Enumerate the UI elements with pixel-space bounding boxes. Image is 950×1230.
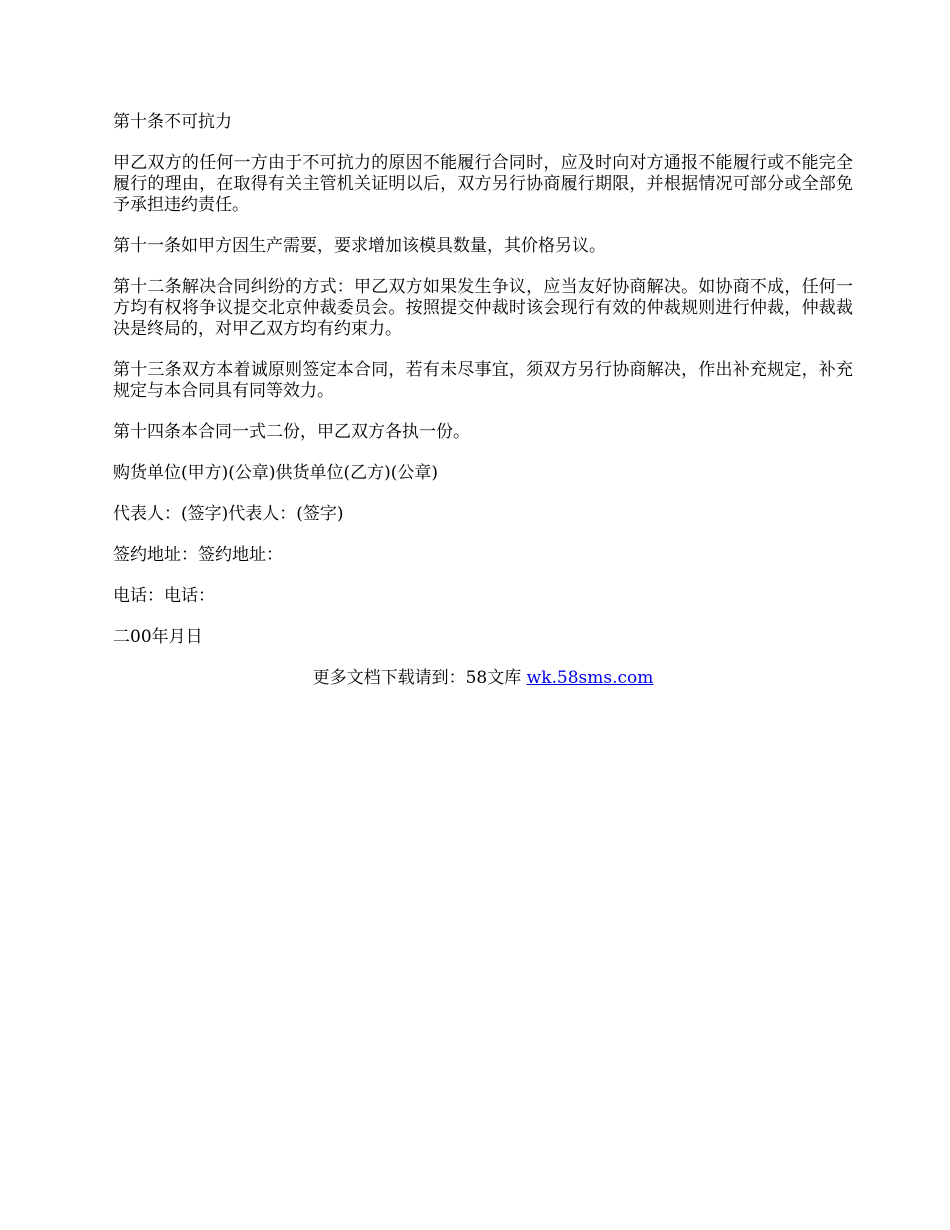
date-line: 二00年月日 — [113, 627, 203, 647]
representatives-line: 代表人：(签字)代表人：(签字) — [113, 504, 344, 524]
article-14: 第十四条本合同一式二份，甲乙双方各执一份。 — [113, 422, 470, 442]
footer-text: 更多文档下载请到：58文库 — [312, 668, 527, 688]
article-12: 第十二条解决合同纠纷的方式：甲乙双方如果发生争议，应当友好协商解决。如协商不成，任何一方均有权将争议提交北京仲裁委员会。按照提交仲裁时该会现行有效的仲裁规则进行仲裁，仲裁裁决是终局的，对甲乙双方均有约束力。 — [113, 277, 853, 339]
article-13: 第十三条双方本着诚原则签定本合同，若有未尽事宜，须双方另行协商解决，作出补充规定，补充规定与本合同具有同等效力。 — [113, 360, 853, 401]
footer-link[interactable]: wk.58sms.com — [526, 668, 654, 688]
parties-line: 购货单位(甲方)(公章)供货单位(乙方)(公章) — [113, 463, 439, 483]
article-10-body: 甲乙双方的任何一方由于不可抗力的原因不能履行合同时，应及时向对方通报不能履行或不能完全履行的理由，在取得有关主管机关证明以后，双方另行协商履行期限，并根据情况可部分或全部免予承担违约责任。 — [113, 153, 853, 215]
document-page — [113, 112, 853, 689]
download-footer — [113, 668, 853, 689]
article-10-title: 第十条不可抗力 — [113, 112, 232, 132]
article-11: 第十一条如甲方因生产需要，要求增加该模具数量，其价格另议。 — [113, 236, 606, 256]
phone-line: 电话：电话： — [113, 586, 215, 606]
address-line: 签约地址：签约地址： — [113, 545, 283, 565]
